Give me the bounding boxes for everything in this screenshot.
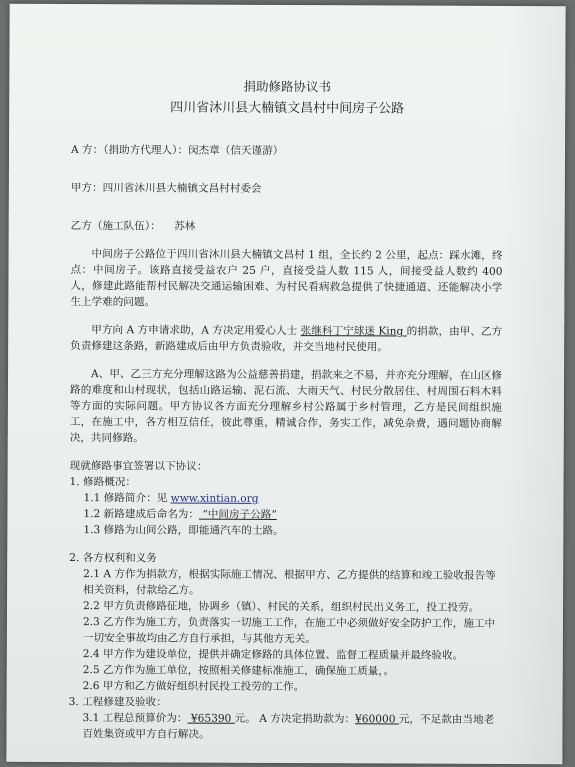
donation-amount: ¥60000 [354,713,399,726]
item-1-2-label: 1.2 新路建成后命名为： [83,508,200,521]
document-title: 捐助修路协议书 [243,78,332,95]
item-3-1 [68,710,500,744]
item-2-4: 2.4 甲方作为建设单位，提供并确定修路的具体位置、监督工程质量并最终验收。 [82,648,464,662]
item-1-1-label: 1.1 修路简介：见 [83,492,171,505]
item-1-1 [69,490,501,508]
road-name: “中间房子公路” [198,508,277,521]
party-b [71,218,503,236]
section-1-title: 1. 修路概况： [69,476,137,489]
donor-name: 张继科丁宁球迷 King [300,325,407,338]
paper-shadow [502,6,565,764]
item-3-1-tail: 元，不足款由当地老百姓集资或甲方自行解决。 [82,713,495,741]
item-3-1-mid: 元。 A 方决定捐助款为： [234,712,356,726]
party-b-label: 乙方（施工队伍）： [70,220,161,233]
item-2-1: 2.1 A 方作为捐款方，根据实际施工情况、根据甲方、乙方提供的结算和竣工验收报告等相关资料，付款给乙方。 [83,568,496,597]
party-a: A 方：（捐助方代理人）：闵杰章（信天谨游） [70,144,284,157]
paper-sheet [6,4,565,764]
budget-amount: ¥65390 [187,712,235,725]
paragraph-understanding: A、甲、乙三方充分理解这路为公益慈善捐建，捐款来之不易，并亦充分理解，在山区修路的难度和山村现状，包括山路运输、泥石流、大雨天气、村民分散居住、村周围石料木料等方面的实际问题。甲方协议各方面充分理解乡村公路属于乡村管理，乙方是民间组织施工，在施工中，各方相互信任，彼此尊重，精诚合作，务实工作，减免杂费，遇问题协商解决，共同修路。 [69,368,503,445]
section-2-title: 2. 各方权利和义务 [69,552,157,565]
donation-text-pre: 甲方向 A 方申请求助，A 方决定用爱心人士 [91,324,301,338]
document-subtitle: 四川省沐川县大楠镇文昌村中间房子公路 [170,100,405,117]
item-1-2 [69,506,501,524]
party-b-name: 苏林 [174,220,196,233]
paragraph-donation [70,322,502,356]
party-jia: 甲方：四川省沐川县大楠镇文昌村村委会 [70,182,262,195]
item-1-3: 1.3 修路为山间公路，即能通汽车的土路。 [83,524,284,537]
donation-text-post: 的捐款，由甲、乙方负责修建这条路，新路建成后由甲方负责验收，并交当地村民使用。 [70,325,503,354]
paragraph-road-description: 中间房子公路位于四川省沐川县大楠镇文昌村 1 组，全长约 2 公里，起点：踩水滩，终点：中间房子。该路直接受益农户 25 户，直接受益人数 115 人，间接受益人数约 400 人，修建此路能帮村民解决交通运输困难、为村民看病救急提供了快捷通道、还能解决小学生上学难的问题。 [70,248,503,309]
website-link[interactable]: www.xintian.org [170,492,259,505]
item-2-2: 2.2 甲方负责修路征地，协调乡（镇）、村民的关系，组织村民出义务工，投工投劳。 [83,600,480,614]
item-3-1-label: 3.1 工程总预算价为： [82,712,188,725]
item-2-6: 2.6 甲方和乙方做好组织村民投工投劳的工作。 [82,680,305,694]
document-body [68,78,503,744]
item-2-3: 2.3 乙方作为施工方，负责落实一切施工工作，在施工中必须做好安全防护工作，施工中一切安全事故均由乙方自行承担，与其他方无关。 [82,616,496,646]
agreement-intro: 现就修路事宜签署以下协议： [69,460,208,473]
item-2-5: 2.5 乙方作为施工单位，按照相关修建标准施工，确保施工质量，。 [82,664,395,678]
section-3-title: 3. 工程修建及验收： [68,696,167,709]
